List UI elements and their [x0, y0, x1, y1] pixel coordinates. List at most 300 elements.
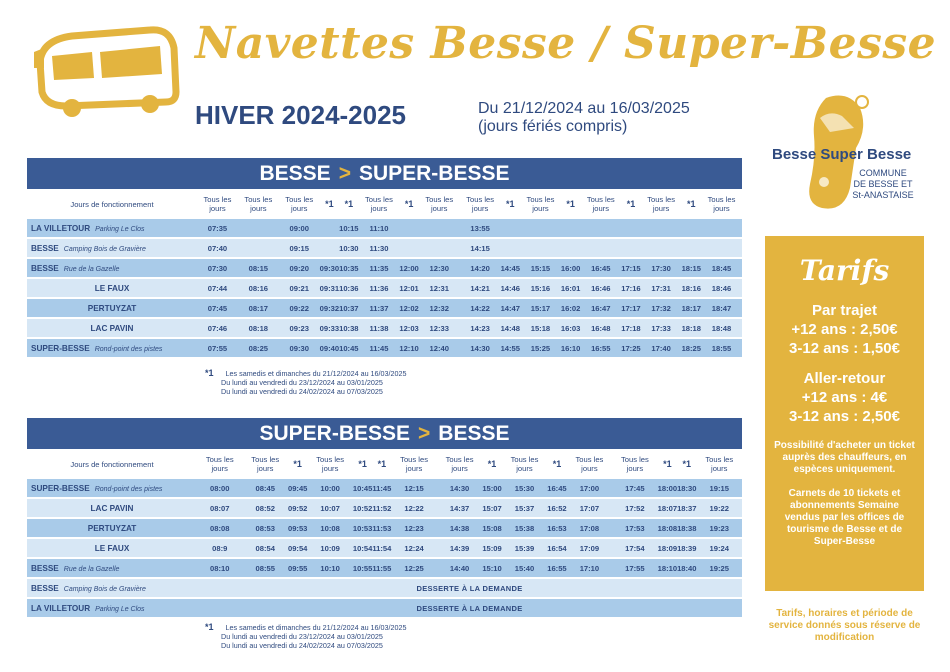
stop-cell — [27, 539, 197, 559]
departure-time: 10:36 — [339, 279, 358, 299]
departure-time: 16:48 — [580, 319, 621, 339]
table-row — [27, 279, 742, 299]
table-row — [27, 219, 742, 239]
day-type-header: Tous les jours — [316, 455, 345, 473]
price-line: 3-12 ans : 2,50€ — [789, 408, 900, 425]
footnote-line: Du lundi au vendredi du 24/02/2024 au 07/03/2025 — [221, 641, 383, 650]
departure-time: 18:00 — [658, 479, 677, 499]
departure-time: 14:38 — [437, 519, 482, 539]
table-row — [27, 519, 742, 539]
departure-time: 17:15 — [621, 259, 640, 279]
departure-time: 09:23 — [279, 319, 320, 339]
stop-name: LA VILLETOUR — [31, 223, 91, 233]
footnote-marker: *1 — [205, 622, 214, 632]
departure-time: 18:10 — [658, 559, 677, 579]
departure-time: 11:10 — [359, 219, 400, 239]
departure-time: 11:38 — [359, 319, 400, 339]
table-row — [27, 499, 742, 519]
timetable-body — [27, 479, 742, 619]
departure-time: 18:46 — [701, 279, 742, 299]
departure-time: 09:30 — [279, 339, 320, 359]
departure-time: 11:37 — [359, 299, 400, 319]
header — [0, 0, 950, 200]
departure-time: 07:46 — [197, 319, 238, 339]
date-range-note: (jours fériés compris) — [478, 118, 628, 135]
day-type-header: Tous les jours — [620, 455, 649, 473]
departure-time: 16:55 — [547, 559, 566, 579]
departure-time: 18:30 — [677, 479, 696, 499]
departure-time: 08:54 — [242, 539, 287, 559]
departure-time: 10:45 — [353, 479, 372, 499]
departure-time — [501, 219, 520, 239]
departure-time: 18:45 — [701, 259, 742, 279]
departure-time: 16:45 — [547, 479, 566, 499]
departure-time: 09:32 — [320, 299, 339, 319]
footnote-line: Du lundi au vendredi du 24/02/2024 au 07/03/2025 — [221, 387, 383, 396]
departure-time: 09:33 — [320, 319, 339, 339]
departure-time: 14:30 — [460, 339, 501, 359]
departure-time: 09:55 — [288, 559, 307, 579]
footnote-marker: *1 — [205, 368, 214, 378]
stop-cell — [27, 279, 197, 299]
day-type-header: Tous les jours — [285, 195, 314, 213]
departure-time: 18:55 — [701, 339, 742, 359]
departure-time: 17:10 — [567, 559, 612, 579]
on-demand-service: DESSERTE À LA DEMANDE — [197, 599, 742, 619]
departure-time: 10:07 — [307, 499, 352, 519]
departure-time: 14:30 — [437, 479, 482, 499]
stop-cell — [27, 599, 197, 619]
departure-time: 15:40 — [502, 559, 547, 579]
bus-icon — [32, 22, 182, 122]
day-type-header: *1 — [687, 198, 696, 209]
stop-name: BESSE — [31, 263, 59, 273]
departure-time: 11:45 — [372, 479, 391, 499]
day-type-header: Tous les jours — [575, 455, 604, 473]
departure-time: 08:25 — [238, 339, 279, 359]
departure-time — [580, 219, 621, 239]
departure-time: 12:40 — [419, 339, 460, 359]
departure-time: 16:01 — [561, 279, 580, 299]
departure-time: 15:17 — [520, 299, 561, 319]
departure-time — [520, 239, 561, 259]
footnote-line: Du lundi au vendredi du 23/12/2024 au 03/01/2025 — [221, 632, 383, 641]
disclaimer: Tarifs, horaires et période de service donnés sous réserve de modification — [768, 608, 921, 643]
departure-time: 15:00 — [482, 479, 501, 499]
departure-time: 14:15 — [460, 239, 501, 259]
day-type-header: *1 — [325, 198, 334, 209]
departure-time: 15:30 — [502, 479, 547, 499]
departure-time: 17:40 — [641, 339, 682, 359]
stop-cell — [27, 219, 197, 239]
departure-time: 10:53 — [353, 519, 372, 539]
departure-time: 18:17 — [682, 299, 701, 319]
departure-time: 11:53 — [372, 519, 391, 539]
departure-time — [419, 219, 460, 239]
departure-time: 12:23 — [391, 519, 436, 539]
departure-time — [320, 219, 339, 239]
stop-name: BESSE — [31, 563, 59, 573]
stop-detail: Camping Bois de Gravière — [63, 585, 146, 593]
stop-cell — [27, 519, 197, 539]
departure-time: 08:15 — [238, 259, 279, 279]
stop-cell — [27, 479, 197, 499]
departure-time — [621, 219, 640, 239]
day-type-header: *1 — [663, 458, 672, 469]
stop-detail: Camping Bois de Gravière — [63, 245, 146, 253]
departure-time: 17:18 — [621, 319, 640, 339]
departure-time: 08:17 — [238, 299, 279, 319]
departure-time: 12:24 — [391, 539, 436, 559]
departure-time: 08:08 — [197, 519, 242, 539]
day-type-header: Tous les jours — [425, 195, 454, 213]
stop-detail: Rue de la Gazelle — [63, 265, 120, 273]
departure-time: 12:33 — [419, 319, 460, 339]
logo-subtitle-line: COMMUNE — [859, 168, 907, 178]
departure-time: 17:17 — [621, 299, 640, 319]
departure-time: 14:39 — [437, 539, 482, 559]
departure-time: 14:37 — [437, 499, 482, 519]
departure-time: 17:55 — [612, 559, 657, 579]
stop-detail: Rond-point des pistes — [94, 485, 163, 493]
departure-time: 18:16 — [682, 279, 701, 299]
departure-time: 16:02 — [561, 299, 580, 319]
page-title: Navettes Besse / Super-Besse — [195, 18, 937, 69]
departure-time: 18:25 — [682, 339, 701, 359]
departure-time: 12:30 — [419, 259, 460, 279]
departure-time: 15:09 — [482, 539, 501, 559]
departure-time — [561, 219, 580, 239]
price-heading: Aller-retour — [803, 370, 886, 387]
timetable-besse-to-super-besse — [27, 158, 742, 359]
departure-time: 12:15 — [391, 479, 436, 499]
route-arrow: > — [418, 421, 431, 445]
departure-time: 09:45 — [288, 479, 307, 499]
departure-time: 15:10 — [482, 559, 501, 579]
departure-time: 14:48 — [501, 319, 520, 339]
departure-time: 11:55 — [372, 559, 391, 579]
stop-name: SUPER-BESSE — [31, 343, 90, 353]
departure-time: 16:46 — [580, 279, 621, 299]
departure-time: 19:25 — [697, 559, 742, 579]
departure-time: 09:53 — [288, 519, 307, 539]
departure-time — [580, 239, 621, 259]
departure-time: 15:39 — [502, 539, 547, 559]
route-from: BESSE — [259, 161, 331, 185]
departure-time: 10:38 — [339, 319, 358, 339]
departure-time: 08:53 — [242, 519, 287, 539]
departure-time: 11:52 — [372, 499, 391, 519]
single-trip-prices — [765, 301, 924, 358]
departure-time: 10:54 — [353, 539, 372, 559]
departure-time: 15:07 — [482, 499, 501, 519]
days-header-row — [27, 189, 742, 219]
departure-time — [682, 239, 701, 259]
departure-time: 09:52 — [288, 499, 307, 519]
departure-time: 14:20 — [460, 259, 501, 279]
on-demand-service: DESSERTE À LA DEMANDE — [197, 579, 742, 599]
day-type-header: *1 — [358, 458, 367, 469]
tarifs-note: Possibilité d'acheter un ticket auprès des chauffeurs, en espèces uniquement. — [774, 440, 915, 475]
day-type-header: Tous les jours — [526, 195, 555, 213]
departure-time: 12:25 — [391, 559, 436, 579]
days-label: Jours de fonctionnement — [70, 459, 154, 469]
departure-time: 11:45 — [359, 339, 400, 359]
day-type-header: *1 — [626, 198, 636, 209]
departure-time: 08:9 — [197, 539, 242, 559]
departure-time: 18:39 — [677, 539, 696, 559]
departure-time: 15:08 — [482, 519, 501, 539]
price-line: +12 ans : 4€ — [801, 389, 888, 406]
departure-time — [320, 239, 339, 259]
departure-time — [238, 239, 279, 259]
timetable-body — [27, 219, 742, 359]
day-type-header: Tous les jours — [510, 455, 539, 473]
stop-name: LA VILLETOUR — [31, 603, 91, 613]
tarifs-note: Carnets de 10 tickets et abonnements Semaine vendus par les offices de tourisme de Besse et de Super-Besse — [784, 488, 905, 547]
days-header-row — [27, 449, 742, 479]
departure-time — [701, 219, 742, 239]
table-row — [27, 319, 742, 339]
stop-cell — [27, 339, 197, 359]
departure-time: 09:30 — [320, 259, 339, 279]
tarifs-panel — [765, 236, 924, 591]
departure-time: 10:30 — [339, 239, 358, 259]
departure-time: 16:45 — [580, 259, 621, 279]
footnote-line: Les samedis et dimanches du 21/12/2024 au 16/03/2025 — [225, 369, 407, 378]
departure-time — [682, 219, 701, 239]
departure-time — [419, 239, 460, 259]
timetable — [27, 449, 742, 619]
departure-time: 14:22 — [460, 299, 501, 319]
table-row — [27, 259, 742, 279]
departure-time: 08:18 — [238, 319, 279, 339]
stop-name: LAC PAVIN — [90, 323, 134, 333]
day-type-header: *1 — [487, 458, 497, 469]
stop-cell — [27, 499, 197, 519]
departure-time: 14:46 — [501, 279, 520, 299]
departure-time: 17:32 — [641, 299, 682, 319]
footnote-line: Les samedis et dimanches du 21/12/2024 au 16/03/2025 — [225, 623, 407, 632]
departure-time: 12:32 — [419, 299, 460, 319]
day-type-header: Tous les jours — [365, 195, 393, 213]
departure-time: 12:22 — [391, 499, 436, 519]
departure-time — [520, 219, 561, 239]
departure-time: 19:22 — [697, 499, 742, 519]
day-type-header: *1 — [552, 458, 562, 469]
departure-time: 07:30 — [197, 259, 238, 279]
departure-time: 14:23 — [460, 319, 501, 339]
departure-time — [701, 239, 742, 259]
day-type-header: Tous les jours — [244, 195, 273, 213]
departure-time — [641, 219, 682, 239]
season-label: HIVER 2024-2025 — [195, 100, 407, 130]
departure-time: 13:55 — [460, 219, 501, 239]
departure-time: 15:38 — [502, 519, 547, 539]
tarifs-title: Tarifs — [799, 254, 890, 287]
stop-name: LE FAUX — [94, 283, 130, 293]
departure-time: 10:09 — [307, 539, 352, 559]
stop-detail: Rue de la Gazelle — [63, 565, 120, 573]
departure-time: 18:47 — [701, 299, 742, 319]
departure-time: 17:00 — [567, 479, 612, 499]
departure-time: 08:55 — [242, 559, 287, 579]
stop-cell — [27, 559, 197, 579]
day-type-header: Tous les jours — [707, 195, 736, 213]
departure-time: 08:16 — [238, 279, 279, 299]
departure-time: 16:52 — [547, 499, 566, 519]
departure-time: 17:31 — [641, 279, 682, 299]
return-trip-prices — [765, 369, 924, 426]
departure-time: 15:16 — [520, 279, 561, 299]
departure-time: 17:45 — [612, 479, 657, 499]
departure-time: 12:10 — [399, 339, 418, 359]
day-type-header: Tous les jours — [400, 455, 429, 473]
departure-time: 17:08 — [567, 519, 612, 539]
table-row — [27, 599, 742, 619]
stop-detail: Parking Le Clos — [95, 225, 145, 233]
departure-time: 18:07 — [658, 499, 677, 519]
departure-time: 09:00 — [279, 219, 320, 239]
departure-time: 14:55 — [501, 339, 520, 359]
day-type-header: Tous les jours — [203, 195, 232, 213]
logo-subtitle-line: DE BESSE ET — [853, 179, 913, 189]
departure-time: 18:15 — [682, 259, 701, 279]
departure-time: 10:35 — [339, 259, 358, 279]
departure-time: 12:02 — [399, 299, 418, 319]
day-type-header: *1 — [344, 198, 354, 209]
departure-time: 09:20 — [279, 259, 320, 279]
route-band — [27, 418, 742, 449]
logo-subtitle — [848, 168, 918, 201]
departure-time: 10:00 — [307, 479, 352, 499]
date-range-line: Du 21/12/2024 au 16/03/2025 — [478, 100, 690, 117]
departure-time: 11:54 — [372, 539, 391, 559]
stop-cell — [27, 299, 197, 319]
departure-time: 12:31 — [419, 279, 460, 299]
price-line: 3-12 ans : 1,50€ — [789, 340, 900, 357]
departure-time: 08:45 — [242, 479, 287, 499]
table-row — [27, 299, 742, 319]
departure-time: 10:45 — [339, 339, 358, 359]
departure-time: 19:15 — [697, 479, 742, 499]
route-band — [27, 158, 742, 189]
departure-time: 17:30 — [641, 259, 682, 279]
departure-time: 11:36 — [359, 279, 400, 299]
departure-time: 15:25 — [520, 339, 561, 359]
route-from: SUPER-BESSE — [259, 421, 411, 445]
departure-time: 12:01 — [399, 279, 418, 299]
departure-time: 08:00 — [197, 479, 242, 499]
timetable — [27, 189, 742, 359]
departure-time: 09:22 — [279, 299, 320, 319]
departure-time: 09:31 — [320, 279, 339, 299]
departure-time: 17:07 — [567, 499, 612, 519]
departure-time: 18:40 — [677, 559, 696, 579]
table-row — [27, 579, 742, 599]
footnote — [205, 369, 407, 396]
logo-subtitle-line: St-ANASTAISE — [852, 190, 914, 200]
day-type-header: Tous les jours — [251, 455, 280, 473]
departure-time: 09:40 — [320, 339, 339, 359]
departure-time: 07:45 — [197, 299, 238, 319]
departure-time: 17:16 — [621, 279, 640, 299]
day-type-header: *1 — [566, 198, 575, 209]
departure-time: 12:03 — [399, 319, 418, 339]
timetable-super-besse-to-besse — [27, 418, 742, 619]
departure-time: 15:18 — [520, 319, 561, 339]
logo-name: Besse Super Besse — [772, 146, 912, 163]
departure-time: 10:15 — [339, 219, 358, 239]
departure-time: 09:15 — [279, 239, 320, 259]
departure-time: 07:40 — [197, 239, 238, 259]
stop-name: BESSE — [31, 583, 59, 593]
departure-time: 07:35 — [197, 219, 238, 239]
day-type-header: *1 — [293, 458, 302, 469]
departure-time: 16:55 — [580, 339, 621, 359]
day-type-header: *1 — [506, 198, 515, 209]
stop-name: LAC PAVIN — [90, 503, 134, 513]
stop-detail: Parking Le Clos — [95, 605, 145, 613]
route-arrow: > — [338, 161, 351, 185]
departure-time: 10:37 — [339, 299, 358, 319]
departure-time — [501, 239, 520, 259]
departure-time: 18:48 — [701, 319, 742, 339]
departure-time: 07:44 — [197, 279, 238, 299]
route-to: BESSE — [438, 421, 510, 445]
departure-time: 08:07 — [197, 499, 242, 519]
departure-time: 10:10 — [307, 559, 352, 579]
departure-time — [561, 239, 580, 259]
table-row — [27, 339, 742, 359]
day-type-header: Tous les jours — [445, 455, 474, 473]
departure-time: 11:35 — [359, 259, 400, 279]
departure-time: 09:21 — [279, 279, 320, 299]
departure-time: 16:54 — [547, 539, 566, 559]
day-type-header: Tous les jours — [205, 455, 234, 473]
departure-time: 07:55 — [197, 339, 238, 359]
departure-time: 18:18 — [682, 319, 701, 339]
departure-time: 18:08 — [658, 519, 677, 539]
departure-time: 09:54 — [288, 539, 307, 559]
departure-time: 19:23 — [697, 519, 742, 539]
table-row — [27, 479, 742, 499]
departure-time: 14:47 — [501, 299, 520, 319]
day-type-header: Tous les jours — [647, 195, 676, 213]
stop-name: BESSE — [31, 243, 59, 253]
departure-time: 18:09 — [658, 539, 677, 559]
departure-time: 16:03 — [561, 319, 580, 339]
departure-time: 16:47 — [580, 299, 621, 319]
departure-time — [399, 239, 418, 259]
departure-time: 15:37 — [502, 499, 547, 519]
departure-time: 12:00 — [399, 259, 418, 279]
table-row — [27, 559, 742, 579]
day-type-header: Tous les jours — [705, 455, 734, 473]
departure-time — [399, 219, 418, 239]
stop-cell — [27, 319, 197, 339]
date-range — [478, 100, 690, 136]
departure-time: 15:15 — [520, 259, 561, 279]
departure-time: 17:33 — [641, 319, 682, 339]
departure-time — [641, 239, 682, 259]
departure-time: 14:21 — [460, 279, 501, 299]
departure-time: 10:52 — [353, 499, 372, 519]
stop-cell — [27, 259, 197, 279]
departure-time: 10:08 — [307, 519, 352, 539]
stop-cell — [27, 579, 197, 599]
day-type-header: Tous les jours — [586, 195, 615, 213]
